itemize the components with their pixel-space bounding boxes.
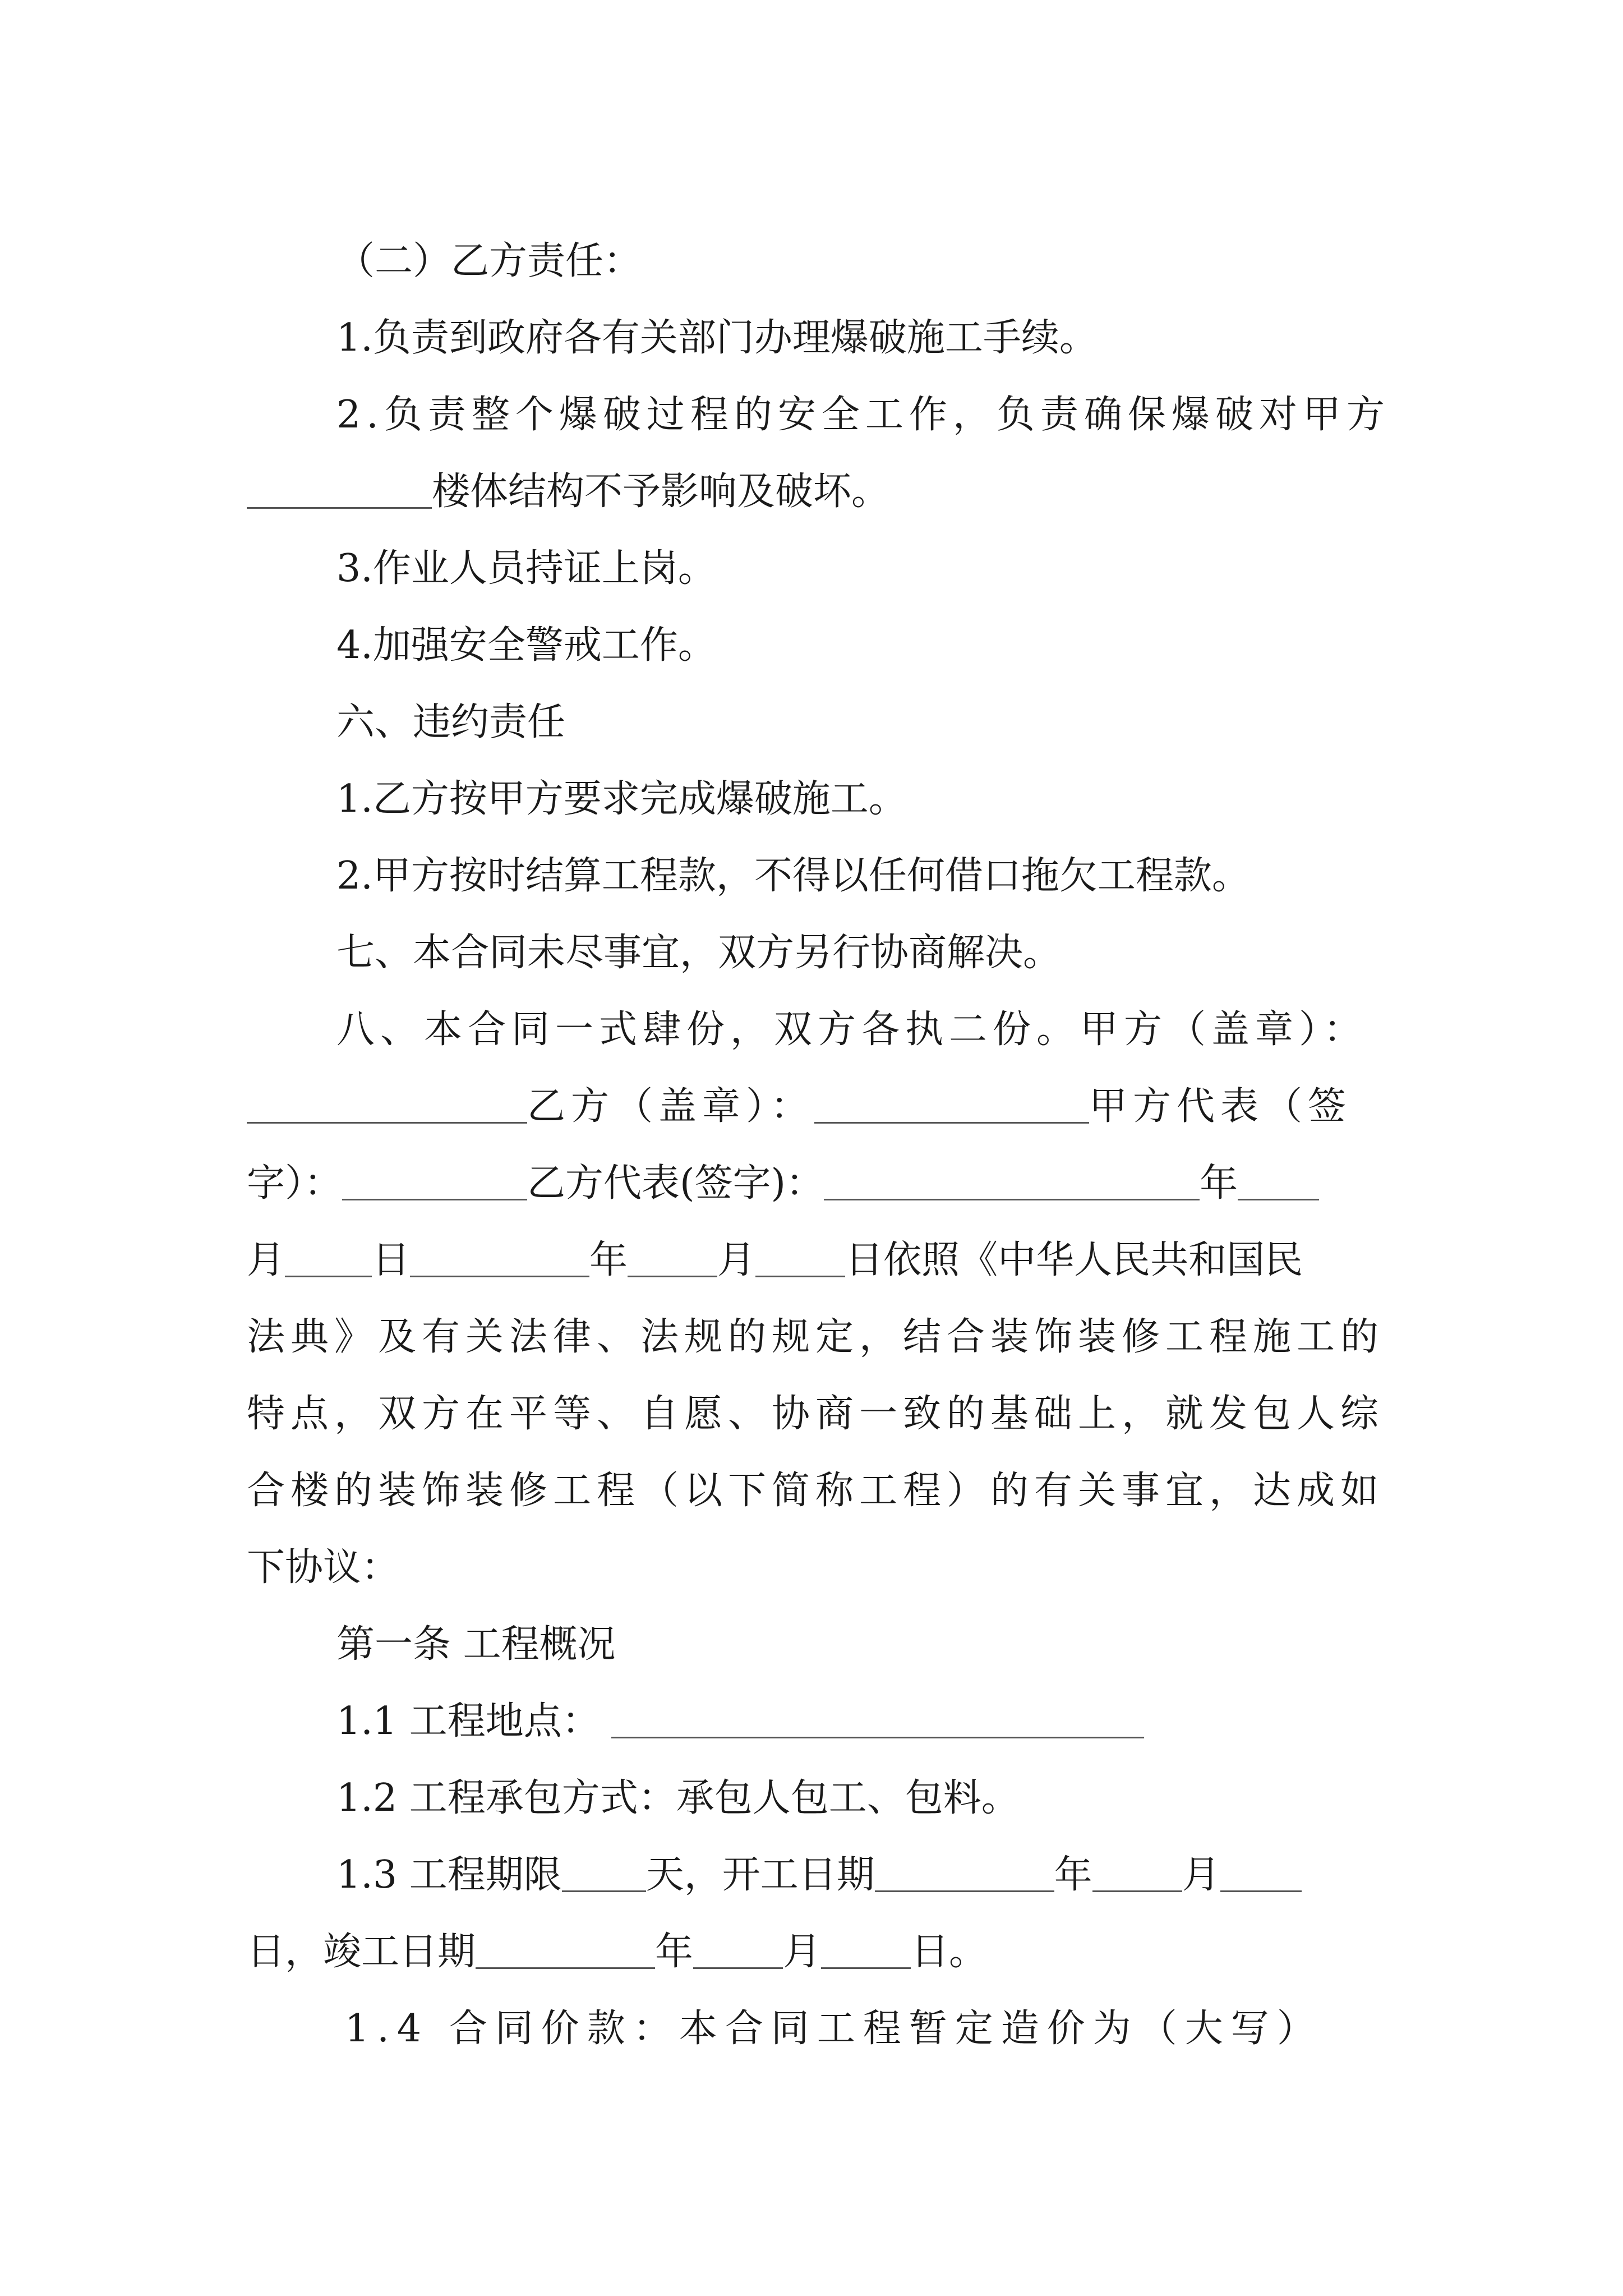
line-text: 字）：: [247, 1161, 343, 1205]
section-heading-breach: [336, 663, 565, 742]
paragraph: [336, 356, 1390, 437]
fill-in-blank: [628, 1270, 717, 1277]
line-text: 1.3 工程期限: [336, 1853, 562, 1897]
line-text: 1.4 合同价款：本合同工程暂定造价为（大写）: [345, 2007, 1323, 2051]
fill-in-blank: [821, 1962, 911, 1969]
line-text: （二）乙方责任：: [336, 239, 642, 283]
paragraph: [336, 509, 716, 591]
line-text: 六、违约责任: [336, 700, 566, 744]
line-text: 乙方代表(签字)：: [527, 1161, 824, 1205]
paragraph: [336, 279, 1098, 360]
line-text: 乙方（盖章）：: [527, 1084, 815, 1129]
line-text: 4.加强安全警戒工作。: [336, 623, 716, 668]
line-text: 下协议：: [247, 1545, 400, 1590]
line-text: 年: [1054, 1853, 1092, 1897]
line-text: 八、本合同一式肆份，双方各执二份。甲方（盖章）：: [336, 1007, 1368, 1052]
line-text: 七、本合同未尽事宜，双方另行协商解决。: [336, 931, 1062, 975]
signature-line: [247, 1047, 1352, 1129]
paragraph-continuation: [247, 432, 890, 514]
section-heading-party-b-duties: [336, 202, 642, 283]
line-text: 特点，双方在平等、自愿、协商一致的基础上，就发包人综: [247, 1392, 1385, 1436]
clause-line: [345, 1970, 1323, 2051]
paragraph: [336, 740, 907, 821]
line-text: 日。: [911, 1930, 988, 1974]
fill-in-blank: [824, 1193, 1200, 1200]
line-text: 月: [1182, 1853, 1220, 1897]
clause-line: [336, 1816, 1302, 1897]
line-text: 2.甲方按时结算工程款，不得以任何借口拖欠工程款。: [336, 854, 1250, 898]
paragraph: [336, 817, 1250, 898]
line-text: 年: [655, 1930, 694, 1974]
line-text: 甲方代表（签: [1089, 1084, 1352, 1129]
fill-in-blank: [476, 1962, 655, 1969]
line-text: 年: [1200, 1161, 1238, 1205]
paragraph: [247, 1432, 1385, 1513]
date-line: [247, 1201, 1303, 1280]
line-text: 1.负责到政府各有关部门办理爆破施工手续。: [336, 316, 1098, 360]
fill-in-blank: [1092, 1885, 1182, 1892]
paragraph: [247, 1278, 1385, 1359]
clause-line: [336, 1662, 1144, 1741]
line-text: 1.2 工程承包方式：承包人包工、包料。: [336, 1776, 1020, 1820]
fill-in-blank: [1220, 1885, 1302, 1892]
paragraph: [247, 1355, 1385, 1436]
fill-in-blank: [1238, 1193, 1319, 1200]
fill-in-blank: [342, 1193, 527, 1200]
paragraph: [336, 970, 1368, 1052]
fill-in-blank: [247, 1116, 527, 1124]
fill-in-blank: [755, 1270, 845, 1277]
signature-line: [247, 1124, 1319, 1203]
fill-in-blank: [693, 1962, 783, 1969]
line-text: 天，开工日期: [645, 1853, 875, 1897]
fill-in-blank: [247, 501, 432, 509]
line-text: 月: [783, 1930, 822, 1974]
line-text: 月: [247, 1238, 285, 1282]
line-text: 1.1 工程地点：: [336, 1699, 600, 1743]
fill-in-blank: [875, 1885, 1054, 1892]
line-text: 月: [717, 1238, 756, 1282]
clause-line: [247, 1893, 988, 1974]
line-text: 2.负责整个爆破过程的安全工作，负责确保爆破对甲方: [336, 393, 1390, 437]
line-text: 日依照《中华人民共和国民: [845, 1238, 1303, 1282]
line-text: 合楼的装饰装修工程（以下简称工程）的有关事宜，达成如: [247, 1469, 1385, 1513]
line-text: 年: [589, 1238, 628, 1282]
paragraph: [336, 894, 1062, 975]
fill-in-blank: [562, 1885, 646, 1892]
fill-in-blank: [410, 1270, 589, 1277]
clause-line: [336, 1739, 1020, 1818]
article-heading: [336, 1585, 616, 1667]
fill-in-blank: [814, 1116, 1089, 1124]
line-text: 第一条 工程概况: [336, 1622, 616, 1667]
line-text: 楼体结构不予影响及破坏。: [432, 470, 890, 514]
line-text: 日: [372, 1238, 411, 1282]
fill-in-blank: [611, 1731, 1144, 1738]
line-text: 日，竣工日期: [247, 1930, 476, 1974]
paragraph: [247, 1508, 400, 1590]
line-text: 1.乙方按甲方要求完成爆破施工。: [336, 777, 907, 821]
paragraph: [336, 586, 716, 668]
line-text: 法典》及有关法律、法规的规定，结合装饰装修工程施工的: [247, 1315, 1385, 1359]
line-text: 3.作业人员持证上岗。: [336, 546, 716, 591]
fill-in-blank: [285, 1270, 372, 1277]
